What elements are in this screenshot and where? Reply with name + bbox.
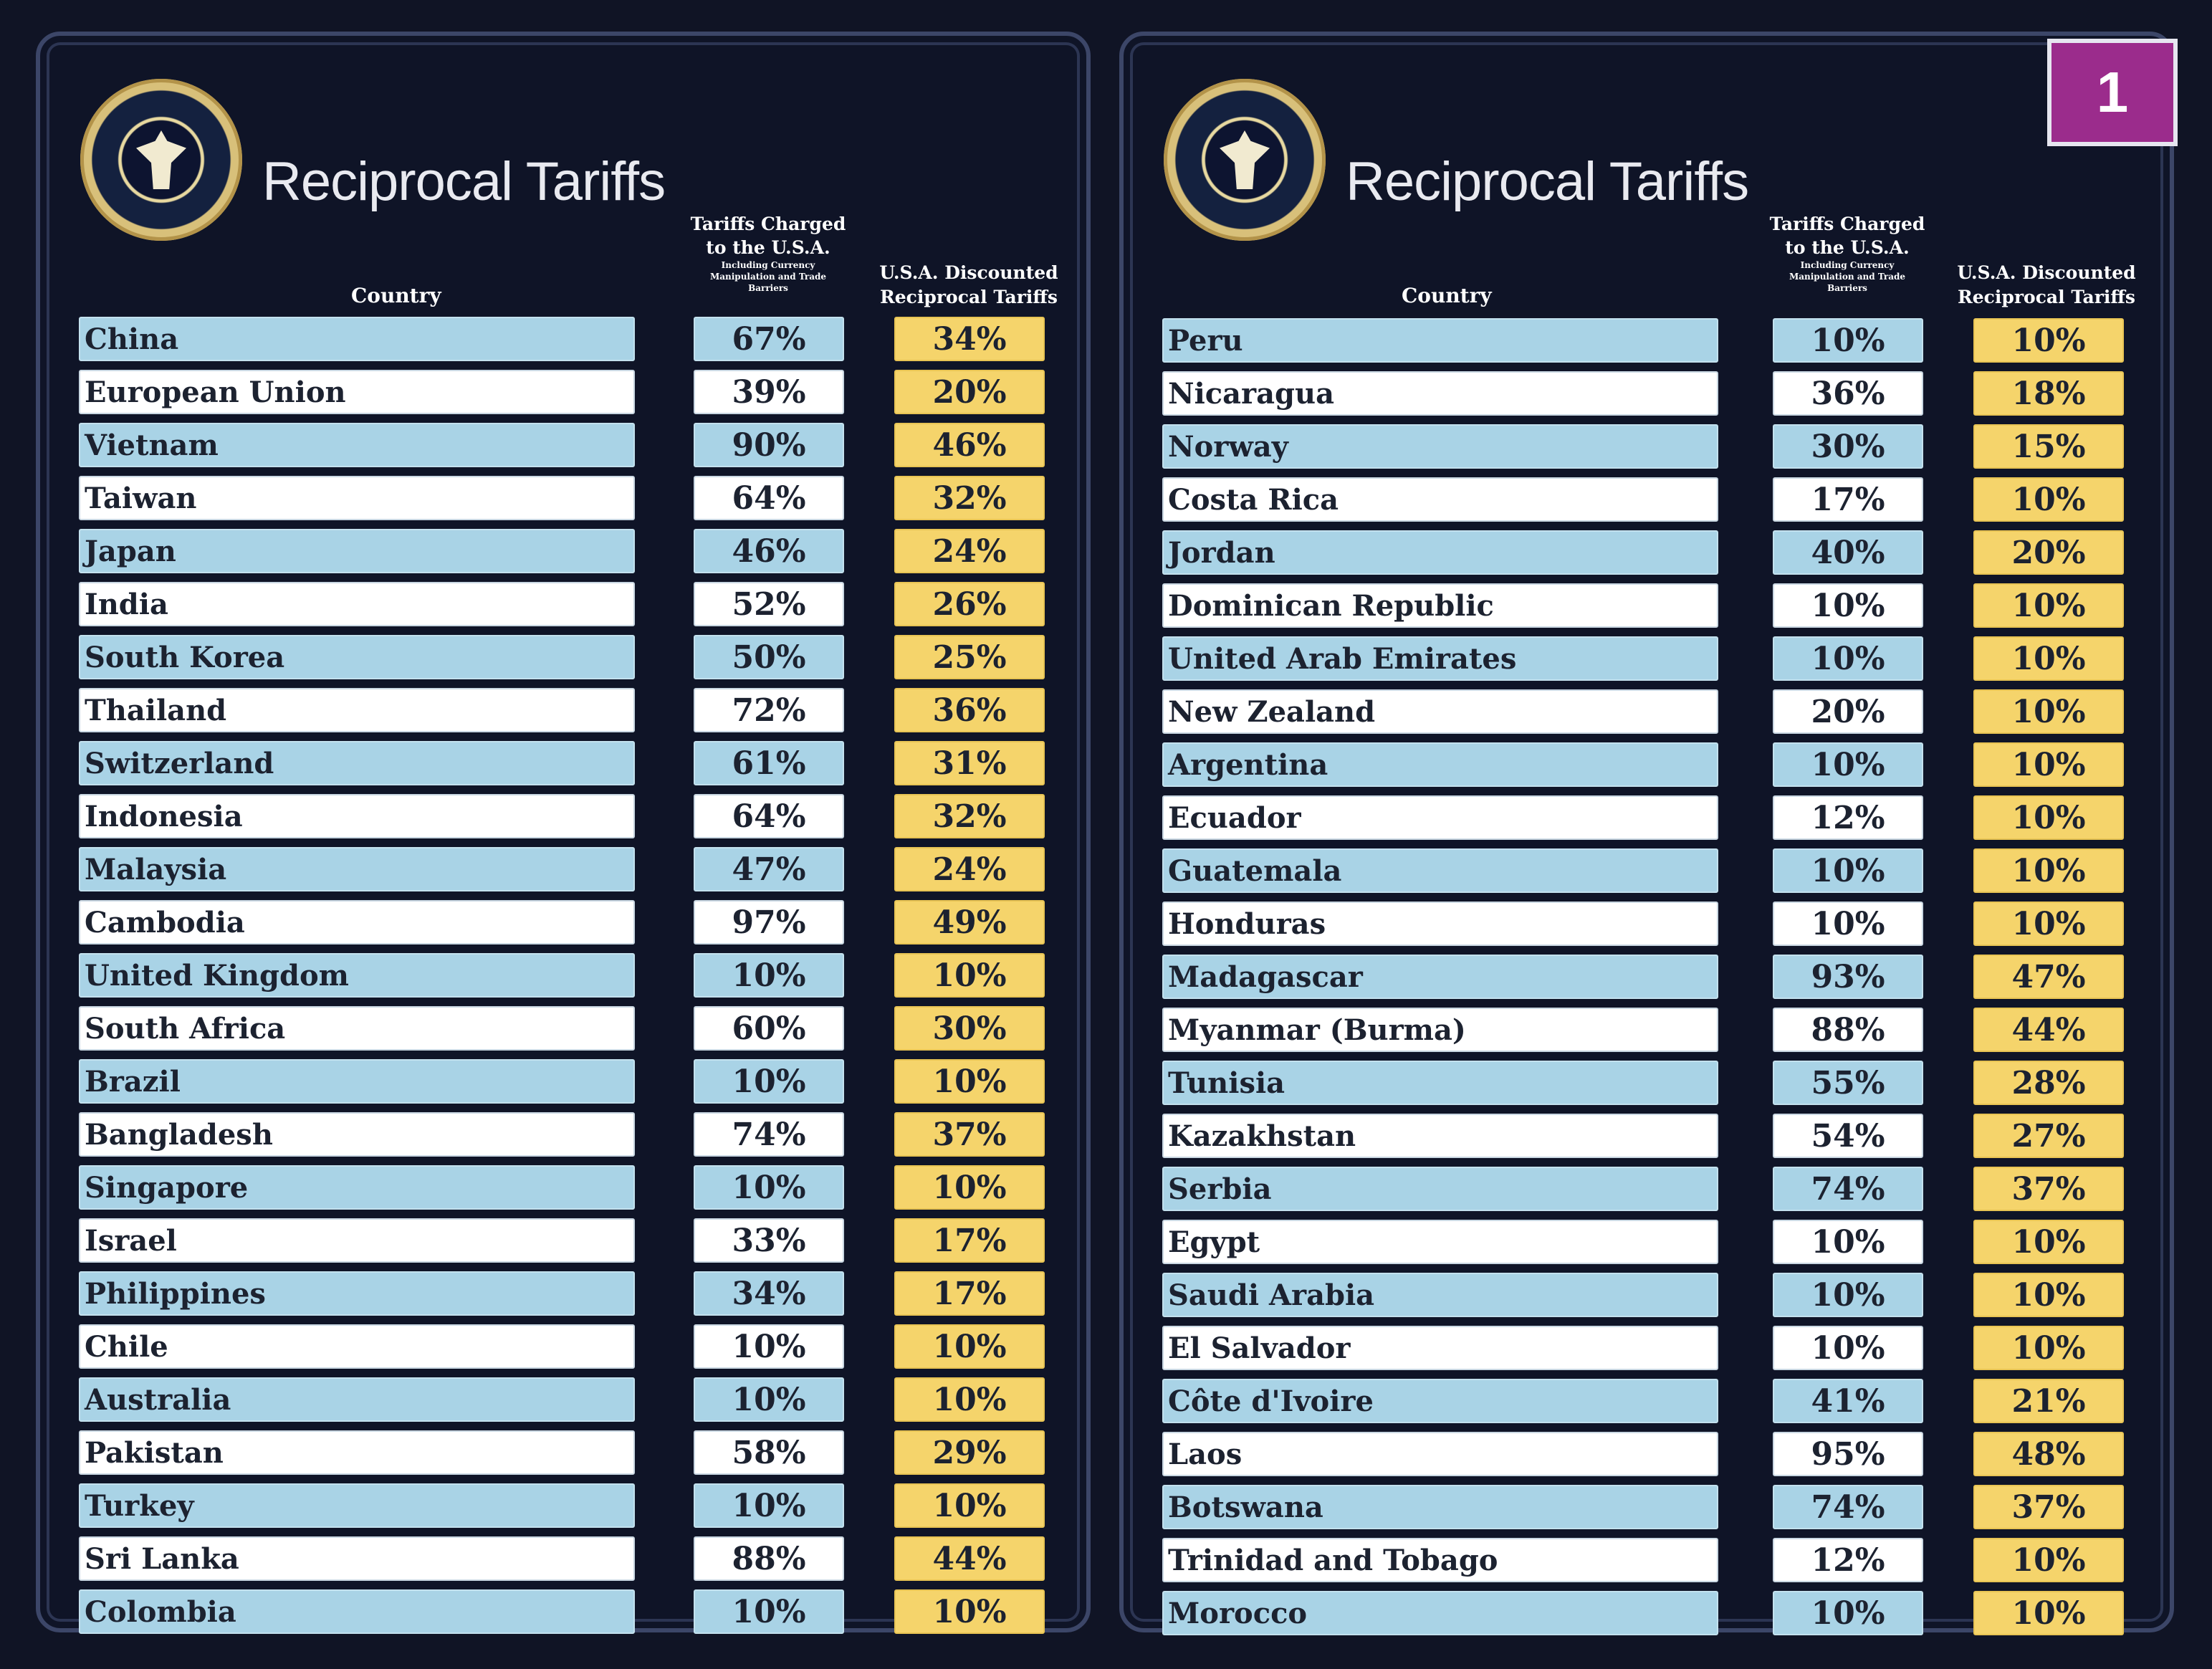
header-discounted-tariffs: U.S.A. Discounted Reciprocal Tariffs xyxy=(879,262,1058,307)
table-row xyxy=(1162,742,2124,787)
discounted-tariff-cell: 44% xyxy=(894,1536,1045,1581)
country-cell: Taiwan xyxy=(79,476,635,520)
country-cell: European Union xyxy=(79,370,635,414)
tariff-panel-right xyxy=(1119,32,2174,1632)
discounted-tariff-cell: 36% xyxy=(894,688,1045,732)
tariff-charged-cell: 12% xyxy=(1773,1538,1923,1582)
country-cell: New Zealand xyxy=(1162,689,1718,734)
tariff-charged-cell: 10% xyxy=(694,1589,844,1634)
tariff-charged-cell: 93% xyxy=(1773,955,1923,999)
discounted-tariff-cell: 20% xyxy=(1973,530,2124,575)
table-row xyxy=(1162,1061,2124,1105)
country-cell: Cambodia xyxy=(79,900,635,945)
table-row xyxy=(79,476,1045,520)
country-cell: Trinidad and Tobago xyxy=(1162,1538,1718,1582)
tariff-charged-cell: 10% xyxy=(1773,1326,1923,1370)
discounted-tariff-cell: 24% xyxy=(894,847,1045,891)
country-cell: Honduras xyxy=(1162,902,1718,946)
country-cell: Turkey xyxy=(79,1483,635,1528)
country-cell: Saudi Arabia xyxy=(1162,1273,1718,1317)
country-cell: Laos xyxy=(1162,1432,1718,1476)
country-cell: Thailand xyxy=(79,688,635,732)
discounted-tariff-cell: 34% xyxy=(894,317,1045,361)
discounted-tariff-cell: 37% xyxy=(1973,1167,2124,1211)
discounted-tariff-cell: 10% xyxy=(894,1059,1045,1104)
discounted-tariff-cell: 10% xyxy=(894,953,1045,998)
header-tariffs-charged xyxy=(689,212,847,294)
tariff-charged-cell: 10% xyxy=(694,953,844,998)
table-row xyxy=(1162,1008,2124,1052)
table-row xyxy=(79,741,1045,785)
country-cell: Singapore xyxy=(79,1165,635,1210)
tariff-charged-cell: 10% xyxy=(1773,902,1923,946)
discounted-tariff-cell: 10% xyxy=(1973,583,2124,628)
table-row xyxy=(1162,902,2124,946)
country-cell: South Korea xyxy=(79,635,635,679)
discounted-tariff-cell: 10% xyxy=(894,1483,1045,1528)
discounted-tariff-cell: 25% xyxy=(894,635,1045,679)
panel-title: Reciprocal Tariffs xyxy=(262,151,666,212)
discounted-tariff-cell: 32% xyxy=(894,476,1045,520)
tariff-charged-cell: 10% xyxy=(1773,318,1923,363)
tariff-charged-cell: 54% xyxy=(1773,1114,1923,1158)
tariff-charged-cell: 34% xyxy=(694,1271,844,1316)
tariff-charged-cell: 41% xyxy=(1773,1379,1923,1423)
table-row xyxy=(79,635,1045,679)
discounted-tariff-cell: 17% xyxy=(894,1218,1045,1263)
page-number-badge: 1 xyxy=(2047,39,2178,146)
country-cell: Sri Lanka xyxy=(79,1536,635,1581)
table-row xyxy=(1162,1432,2124,1476)
country-cell: Indonesia xyxy=(79,794,635,838)
table-row xyxy=(1162,1326,2124,1370)
country-cell: Switzerland xyxy=(79,741,635,785)
table-row xyxy=(79,688,1045,732)
country-cell: El Salvador xyxy=(1162,1326,1718,1370)
discounted-tariff-cell: 10% xyxy=(1973,1326,2124,1370)
header-tariffs-charged-note: Including Currency Manipulation and Trade Barriers xyxy=(1789,260,1906,293)
tariff-charged-cell: 74% xyxy=(694,1112,844,1157)
discounted-tariff-cell: 10% xyxy=(1973,1273,2124,1317)
tariff-charged-cell: 46% xyxy=(694,529,844,573)
presidential-seal-icon xyxy=(1164,79,1326,241)
table-row xyxy=(79,582,1045,626)
country-cell: Pakistan xyxy=(79,1430,635,1475)
tariff-charged-cell: 33% xyxy=(694,1218,844,1263)
discounted-tariff-cell: 47% xyxy=(1973,955,2124,999)
tariff-charged-cell: 88% xyxy=(1773,1008,1923,1052)
discounted-tariff-cell: 31% xyxy=(894,741,1045,785)
table-row xyxy=(1162,1220,2124,1264)
tariff-charged-cell: 10% xyxy=(694,1324,844,1369)
tariff-charged-cell: 30% xyxy=(1773,424,1923,469)
country-cell: Egypt xyxy=(1162,1220,1718,1264)
table-row xyxy=(1162,795,2124,840)
discounted-tariff-cell: 49% xyxy=(894,900,1045,945)
tariff-charged-cell: 58% xyxy=(694,1430,844,1475)
discounted-tariff-cell: 21% xyxy=(1973,1379,2124,1423)
table-row xyxy=(1162,1538,2124,1582)
header-tariffs-charged xyxy=(1768,212,1926,294)
table-row xyxy=(79,1165,1045,1210)
tariff-charged-cell: 52% xyxy=(694,582,844,626)
tariff-charged-cell: 55% xyxy=(1773,1061,1923,1105)
tariff-charged-cell: 60% xyxy=(694,1006,844,1051)
header-tariffs-charged-note: Including Currency Manipulation and Trade Barriers xyxy=(709,260,827,293)
table-row xyxy=(1162,955,2124,999)
discounted-tariff-cell: 10% xyxy=(1973,1220,2124,1264)
country-cell: Chile xyxy=(79,1324,635,1369)
country-cell: South Africa xyxy=(79,1006,635,1051)
table-row xyxy=(79,1059,1045,1104)
header-discounted-tariffs: U.S.A. Discounted Reciprocal Tariffs xyxy=(1957,262,2136,307)
table-row xyxy=(1162,318,2124,363)
table-row xyxy=(79,1271,1045,1316)
tariff-charged-cell: 74% xyxy=(1773,1485,1923,1529)
tariff-charged-cell: 10% xyxy=(1773,1591,1923,1635)
table-row xyxy=(79,953,1045,998)
table-row xyxy=(79,423,1045,467)
tariff-charged-cell: 10% xyxy=(1773,583,1923,628)
country-cell: Israel xyxy=(79,1218,635,1263)
country-cell: United Arab Emirates xyxy=(1162,636,1718,681)
country-cell: India xyxy=(79,582,635,626)
discounted-tariff-cell: 10% xyxy=(1973,636,2124,681)
table-row xyxy=(79,1006,1045,1051)
header-country: Country xyxy=(351,284,441,307)
header-tariffs-charged-title: Tariffs Charged to the U.S.A. xyxy=(690,214,846,258)
country-cell: Philippines xyxy=(79,1271,635,1316)
discounted-tariff-cell: 37% xyxy=(894,1112,1045,1157)
country-cell: Jordan xyxy=(1162,530,1718,575)
discounted-tariff-cell: 46% xyxy=(894,423,1045,467)
tariff-charged-cell: 10% xyxy=(694,1165,844,1210)
tariff-charged-cell: 10% xyxy=(694,1377,844,1422)
table-row xyxy=(79,529,1045,573)
discounted-tariff-cell: 10% xyxy=(894,1165,1045,1210)
tariff-charged-cell: 40% xyxy=(1773,530,1923,575)
tariff-charged-cell: 10% xyxy=(1773,1220,1923,1264)
table-row xyxy=(79,1589,1045,1634)
table-row xyxy=(1162,583,2124,628)
tariff-charged-cell: 10% xyxy=(1773,848,1923,893)
discounted-tariff-cell: 48% xyxy=(1973,1432,2124,1476)
table-row xyxy=(1162,1167,2124,1211)
tariff-charged-cell: 39% xyxy=(694,370,844,414)
discounted-tariff-cell: 15% xyxy=(1973,424,2124,469)
tariff-charged-cell: 64% xyxy=(694,794,844,838)
table-row xyxy=(1162,530,2124,575)
tariff-charged-cell: 47% xyxy=(694,847,844,891)
country-cell: Tunisia xyxy=(1162,1061,1718,1105)
tariff-charged-cell: 67% xyxy=(694,317,844,361)
discounted-tariff-cell: 10% xyxy=(1973,742,2124,787)
table-row xyxy=(1162,636,2124,681)
discounted-tariff-cell: 10% xyxy=(1973,318,2124,363)
tariff-charged-cell: 61% xyxy=(694,741,844,785)
discounted-tariff-cell: 10% xyxy=(1973,477,2124,522)
presidential-seal-icon xyxy=(80,79,242,241)
tariff-charged-cell: 10% xyxy=(1773,1273,1923,1317)
discounted-tariff-cell: 10% xyxy=(894,1589,1045,1634)
discounted-tariff-cell: 20% xyxy=(894,370,1045,414)
country-cell: Dominican Republic xyxy=(1162,583,1718,628)
discounted-tariff-cell: 32% xyxy=(894,794,1045,838)
discounted-tariff-cell: 18% xyxy=(1973,371,2124,416)
tariff-charged-cell: 64% xyxy=(694,476,844,520)
table-row xyxy=(79,1430,1045,1475)
tariff-charged-cell: 74% xyxy=(1773,1167,1923,1211)
country-cell: Malaysia xyxy=(79,847,635,891)
country-cell: Madagascar xyxy=(1162,955,1718,999)
country-cell: Brazil xyxy=(79,1059,635,1104)
table-row xyxy=(1162,1379,2124,1423)
table-row xyxy=(79,1536,1045,1581)
country-cell: Australia xyxy=(79,1377,635,1422)
country-cell: Bangladesh xyxy=(79,1112,635,1157)
table-row xyxy=(79,1218,1045,1263)
discounted-tariff-cell: 10% xyxy=(1973,902,2124,946)
table-row xyxy=(1162,1591,2124,1635)
table-row xyxy=(1162,689,2124,734)
tariff-charged-cell: 88% xyxy=(694,1536,844,1581)
table-row xyxy=(79,900,1045,945)
discounted-tariff-cell: 10% xyxy=(894,1324,1045,1369)
discounted-tariff-cell: 24% xyxy=(894,529,1045,573)
tariff-charged-cell: 10% xyxy=(1773,636,1923,681)
table-row xyxy=(1162,424,2124,469)
tariff-charged-cell: 90% xyxy=(694,423,844,467)
country-cell: Myanmar (Burma) xyxy=(1162,1008,1718,1052)
tariff-charged-cell: 97% xyxy=(694,900,844,945)
country-cell: Côte d'Ivoire xyxy=(1162,1379,1718,1423)
panel-title: Reciprocal Tariffs xyxy=(1346,151,1749,212)
country-cell: Vietnam xyxy=(79,423,635,467)
tariff-charged-cell: 10% xyxy=(694,1059,844,1104)
table-row xyxy=(79,847,1045,891)
discounted-tariff-cell: 17% xyxy=(894,1271,1045,1316)
tariff-charged-cell: 10% xyxy=(1773,742,1923,787)
country-cell: Japan xyxy=(79,529,635,573)
tariff-charged-cell: 36% xyxy=(1773,371,1923,416)
tariff-charged-cell: 50% xyxy=(694,635,844,679)
country-cell: Botswana xyxy=(1162,1485,1718,1529)
discounted-tariff-cell: 26% xyxy=(894,582,1045,626)
discounted-tariff-cell: 10% xyxy=(894,1377,1045,1422)
tariff-charged-cell: 12% xyxy=(1773,795,1923,840)
tariff-charged-cell: 72% xyxy=(694,688,844,732)
country-cell: Kazakhstan xyxy=(1162,1114,1718,1158)
table-row xyxy=(79,1377,1045,1422)
table-row xyxy=(79,794,1045,838)
country-cell: China xyxy=(79,317,635,361)
country-cell: Nicaragua xyxy=(1162,371,1718,416)
country-cell: Colombia xyxy=(79,1589,635,1634)
tariff-charged-cell: 17% xyxy=(1773,477,1923,522)
discounted-tariff-cell: 10% xyxy=(1973,689,2124,734)
tariff-charged-cell: 20% xyxy=(1773,689,1923,734)
country-cell: Costa Rica xyxy=(1162,477,1718,522)
country-cell: United Kingdom xyxy=(79,953,635,998)
discounted-tariff-cell: 27% xyxy=(1973,1114,2124,1158)
discounted-tariff-cell: 10% xyxy=(1973,1538,2124,1582)
discounted-tariff-cell: 28% xyxy=(1973,1061,2124,1105)
country-cell: Argentina xyxy=(1162,742,1718,787)
tariff-charged-cell: 10% xyxy=(694,1483,844,1528)
header-country: Country xyxy=(1402,284,1492,307)
table-row xyxy=(1162,848,2124,893)
table-row xyxy=(79,1112,1045,1157)
discounted-tariff-cell: 44% xyxy=(1973,1008,2124,1052)
discounted-tariff-cell: 10% xyxy=(1973,1591,2124,1635)
discounted-tariff-cell: 10% xyxy=(1973,795,2124,840)
header-tariffs-charged-title: Tariffs Charged to the U.S.A. xyxy=(1769,214,1925,258)
country-cell: Ecuador xyxy=(1162,795,1718,840)
table-row xyxy=(1162,1273,2124,1317)
table-row xyxy=(1162,371,2124,416)
discounted-tariff-cell: 10% xyxy=(1973,848,2124,893)
table-row xyxy=(79,317,1045,361)
discounted-tariff-cell: 37% xyxy=(1973,1485,2124,1529)
table-row xyxy=(1162,1114,2124,1158)
table-row xyxy=(79,1483,1045,1528)
table-row xyxy=(1162,477,2124,522)
country-cell: Peru xyxy=(1162,318,1718,363)
discounted-tariff-cell: 30% xyxy=(894,1006,1045,1051)
country-cell: Morocco xyxy=(1162,1591,1718,1635)
country-cell: Guatemala xyxy=(1162,848,1718,893)
table-row xyxy=(79,1324,1045,1369)
country-cell: Serbia xyxy=(1162,1167,1718,1211)
table-row xyxy=(1162,1485,2124,1529)
tariff-panel-left xyxy=(36,32,1091,1632)
table-row xyxy=(79,370,1045,414)
country-cell: Norway xyxy=(1162,424,1718,469)
discounted-tariff-cell: 29% xyxy=(894,1430,1045,1475)
tariff-charged-cell: 95% xyxy=(1773,1432,1923,1476)
